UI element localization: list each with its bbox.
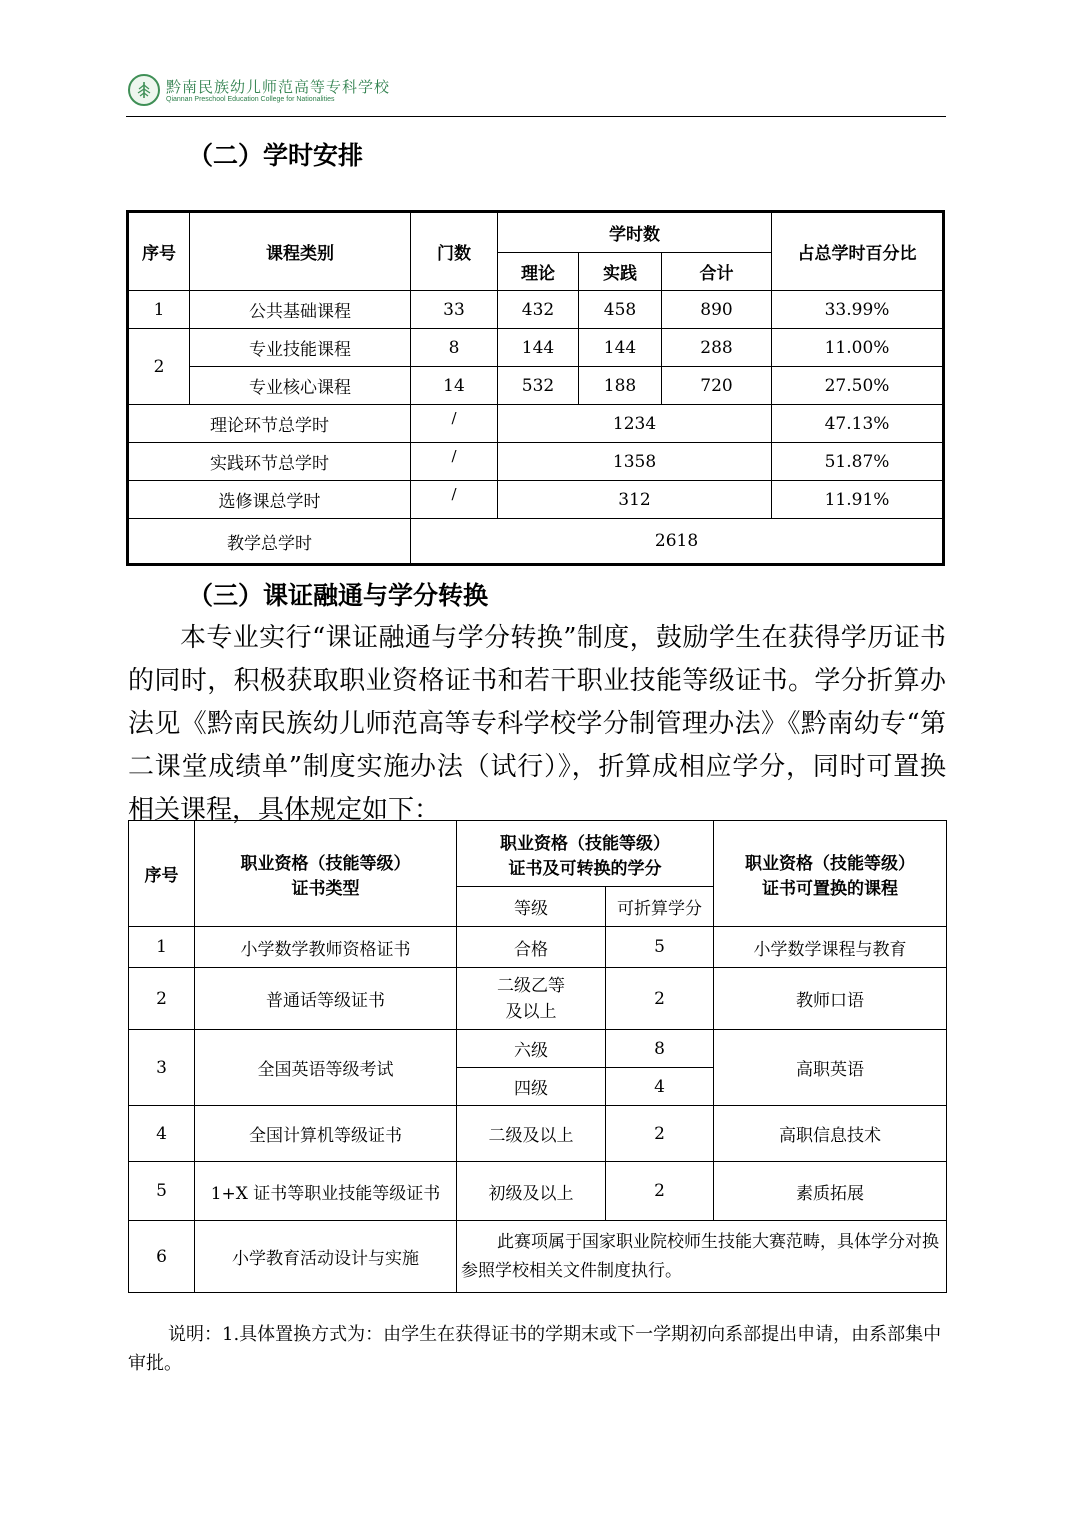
- cell-type: 小学教育活动设计与实施: [195, 1221, 457, 1293]
- summary-percent: 51.87%: [772, 443, 944, 481]
- header-credit: [457, 821, 714, 887]
- body-paragraph: 本专业实行“课证融通与学分转换”制度，鼓励学生在获得学历证书的同时，积极获取职业资格证书和若干职业技能等级证书。学分折算办法见《黔南民族幼儿师范高等专科学校学分制管理办法》《黔南幼专“第二课堂成绩单”制度实施办法（试行）》，折算成相应学分，同时可置换相关课程，具体规定如下：: [128, 623, 946, 825]
- header-type-line1: 职业资格（技能等级）: [240, 853, 411, 874]
- table-row: [129, 1162, 947, 1221]
- cell-course: 高职信息技术: [714, 1106, 947, 1162]
- summary-count: /: [411, 443, 498, 481]
- cell-course: 教师口语: [714, 968, 947, 1030]
- header-practice: 实践: [579, 253, 662, 291]
- table-row: [129, 1106, 947, 1162]
- hours-table: [126, 210, 945, 566]
- grand-total-label: 教学总学时: [128, 519, 411, 565]
- cell-seq: 4: [129, 1106, 195, 1162]
- summary-value: 312: [498, 481, 772, 519]
- cell-total: 890: [662, 291, 772, 329]
- cell-practice: 458: [579, 291, 662, 329]
- header-theory: 理论: [498, 253, 579, 291]
- header-type-line2: 证书类型: [291, 878, 360, 899]
- summary-percent: 47.13%: [772, 405, 944, 443]
- table-row: [128, 367, 944, 405]
- cell-percent: 33.99%: [772, 291, 944, 329]
- cell-type: 全国英语等级考试: [195, 1030, 457, 1106]
- cell-type: 普通话等级证书: [195, 968, 457, 1030]
- table-row: [128, 291, 944, 329]
- table-row: [128, 329, 944, 367]
- school-name: 黔南民族幼儿师范高等专科学校: [166, 78, 391, 96]
- cell-level-line2: 及以上: [505, 1001, 557, 1022]
- header-percent: 占总学时百分比: [772, 212, 944, 291]
- school-name-en: Qiannan Preschool Education College for Nationalities: [166, 96, 335, 103]
- header-total: 合计: [662, 253, 772, 291]
- cell-practice: 144: [579, 329, 662, 367]
- summary-value: 1358: [498, 443, 772, 481]
- summary-value: 1234: [498, 405, 772, 443]
- cell-level: 四级: [457, 1068, 606, 1106]
- cell-level-line1: 二级乙等: [497, 975, 565, 996]
- cell-credit: 2: [606, 968, 714, 1030]
- summary-row: [128, 443, 944, 481]
- header-credit-line2: 证书及可转换的学分: [508, 858, 662, 879]
- table-row: [129, 968, 947, 1030]
- table-row: [129, 1221, 947, 1293]
- cell-credit: 5: [606, 927, 714, 968]
- cell-type: 全国计算机等级证书: [195, 1106, 457, 1162]
- header-type: [195, 821, 457, 927]
- cell-total: 288: [662, 329, 772, 367]
- cell-seq: 5: [129, 1162, 195, 1221]
- cell-seq: 2: [129, 968, 195, 1030]
- header-count: 门数: [411, 212, 498, 291]
- cell-credit: 8: [606, 1030, 714, 1068]
- cell-practice: 188: [579, 367, 662, 405]
- header-course: [714, 821, 947, 927]
- section-heading-schedule: （二）学时安排: [188, 141, 364, 170]
- cell-level: 合格: [457, 927, 606, 968]
- cell-theory: 532: [498, 367, 579, 405]
- cell-credit: 2: [606, 1106, 714, 1162]
- school-logo-icon: [128, 74, 160, 106]
- header-credit-value: 可折算学分: [606, 887, 714, 927]
- cell-seq: 2: [128, 329, 190, 405]
- cell-category: 公共基础课程: [190, 291, 411, 329]
- cell-course: 小学数学课程与教育: [714, 927, 947, 968]
- table-row: [129, 1030, 947, 1068]
- table-row: [129, 927, 947, 968]
- header-credit-line1: 职业资格（技能等级）: [500, 833, 670, 854]
- cell-seq: 1: [128, 291, 190, 329]
- summary-label: 选修课总学时: [128, 481, 411, 519]
- header-hours: 学时数: [498, 212, 772, 253]
- cell-theory: 432: [498, 291, 579, 329]
- summary-count: /: [411, 481, 498, 519]
- summary-row: [128, 405, 944, 443]
- cell-course: 高职英语: [714, 1030, 947, 1106]
- cell-type: 小学数学教师资格证书: [195, 927, 457, 968]
- header-category: 课程类别: [190, 212, 411, 291]
- cell-level: 初级及以上: [457, 1162, 606, 1221]
- header-seq: 序号: [128, 212, 190, 291]
- cell-category: 专业技能课程: [190, 329, 411, 367]
- section-heading-credit-transfer: （三）课证融通与学分转换: [188, 581, 489, 610]
- header-level: 等级: [457, 887, 606, 927]
- header-course-line2: 证书可置换的课程: [762, 878, 898, 899]
- header-seq: 序号: [129, 821, 195, 927]
- cell-level: [457, 968, 606, 1030]
- cell-count: 8: [411, 329, 498, 367]
- header-course-line1: 职业资格（技能等级）: [745, 853, 915, 874]
- cell-count: 33: [411, 291, 498, 329]
- cell-count: 14: [411, 367, 498, 405]
- summary-count: /: [411, 405, 498, 443]
- page-header: [126, 72, 946, 117]
- cell-credit: 2: [606, 1162, 714, 1221]
- cell-merged-note: 此赛项属于国家职业院校师生技能大赛范畴，具体学分对换参照学校相关文件制度执行。: [457, 1221, 947, 1293]
- cell-total: 720: [662, 367, 772, 405]
- cell-category: 专业核心课程: [190, 367, 411, 405]
- footnote: 说明：1.具体置换方式为：由学生在获得证书的学期末或下一学期初向系部提出申请，由系部集中审批。: [128, 1324, 942, 1374]
- summary-label: 理论环节总学时: [128, 405, 411, 443]
- cell-seq: 6: [129, 1221, 195, 1293]
- cell-level: 六级: [457, 1030, 606, 1068]
- summary-label: 实践环节总学时: [128, 443, 411, 481]
- cell-theory: 144: [498, 329, 579, 367]
- certificate-table: [128, 820, 947, 1293]
- summary-row: [128, 481, 944, 519]
- cell-level: 二级及以上: [457, 1106, 606, 1162]
- grand-total-row: [128, 519, 944, 565]
- cell-seq: 1: [129, 927, 195, 968]
- cell-credit: 4: [606, 1068, 714, 1106]
- cell-percent: 11.00%: [772, 329, 944, 367]
- cell-course: 素质拓展: [714, 1162, 947, 1221]
- cell-percent: 27.50%: [772, 367, 944, 405]
- grand-total-value: 2618: [411, 519, 944, 565]
- cell-seq: 3: [129, 1030, 195, 1106]
- summary-percent: 11.91%: [772, 481, 944, 519]
- cell-type: 1+X 证书等职业技能等级证书: [195, 1162, 457, 1221]
